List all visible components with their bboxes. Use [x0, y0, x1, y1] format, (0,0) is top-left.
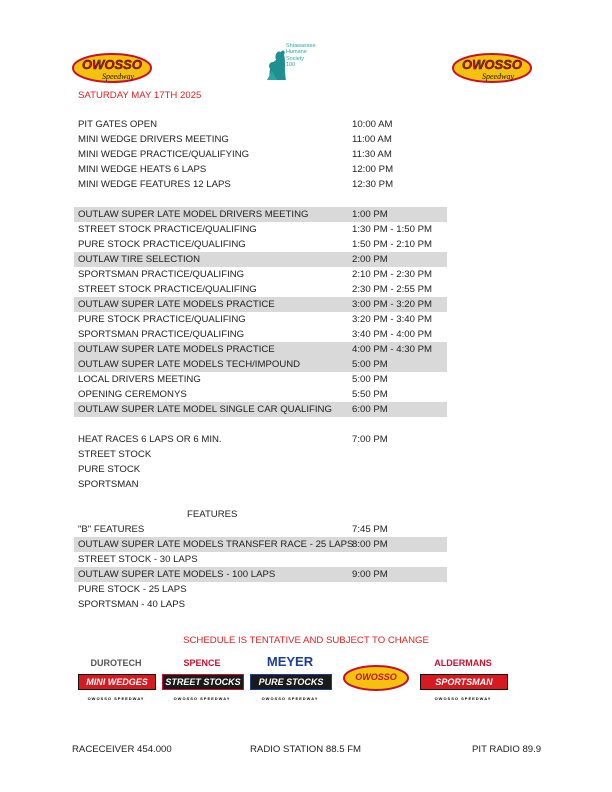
- schedule-row: [74, 387, 447, 402]
- schedule-event: OUTLAW SUPER LATE MODELS TRANSFER RACE - 25 LAPS: [78, 539, 354, 550]
- schedule-event: OUTLAW SUPER LATE MODELS TECH/IMPOUND: [78, 359, 301, 370]
- schedule-time: 12:30 PM: [352, 179, 394, 190]
- schedule-event: OUTLAW SUPER LATE MODEL DRIVERS MEETING: [78, 209, 309, 220]
- owosso-speedway-logo-left: [72, 52, 152, 84]
- heat-class-pure-stock: PURE STOCK: [78, 464, 141, 475]
- schedule-event: MINI WEDGE DRIVERS MEETING: [78, 134, 229, 145]
- schedule-time: 7:45 PM: [352, 524, 388, 535]
- schedule-time: 3:40 PM - 4:00 PM: [352, 329, 432, 340]
- schedule-row: [74, 252, 447, 267]
- svg-text:Speedway: Speedway: [482, 72, 514, 81]
- event-date: SATURDAY MAY 17TH 2025: [78, 90, 202, 101]
- owosso-speedway-logo-right: [452, 52, 532, 84]
- schedule-row: [74, 582, 447, 597]
- schedule-time: 8:00 PM: [352, 539, 388, 550]
- schedule-row: [74, 552, 447, 567]
- schedule-time: 10:00 AM: [352, 119, 393, 130]
- schedule-event: OUTLAW SUPER LATE MODEL SINGLE CAR QUALIFING: [78, 404, 332, 415]
- schedule-event: MINI WEDGE PRACTICE/QUALIFYING: [78, 149, 250, 160]
- heat-class-sportsman: SPORTSMAN: [78, 479, 139, 490]
- schedule-time: 2:30 PM - 2:55 PM: [352, 284, 432, 295]
- schedule-event: STREET STOCK PRACTICE/QUALIFING: [78, 284, 257, 295]
- tentative-notice: SCHEDULE IS TENTATIVE AND SUBJECT TO CHANGE: [183, 635, 429, 646]
- schedule-row: [74, 522, 447, 537]
- radio-station: RADIO STATION 88.5 FM: [250, 744, 362, 755]
- schedule-time: 1:30 PM - 1:50 PM: [352, 224, 432, 235]
- schedule-time: 4:00 PM - 4:30 PM: [352, 344, 432, 355]
- raceceiver-frequency: RACECEIVER 454.000: [72, 744, 172, 755]
- schedule-event: PURE STOCK PRACTICE/QUALIFING: [78, 239, 246, 250]
- schedule-event: OUTLAW TIRE SELECTION: [78, 254, 201, 265]
- schedule-row: [74, 597, 447, 612]
- schedule-time: 9:00 PM: [352, 569, 388, 580]
- pit-radio: PIT RADIO 89.9: [472, 744, 542, 755]
- humane-line-2: Humane: [286, 49, 307, 56]
- schedule-event: LOCAL DRIVERS MEETING: [78, 374, 201, 385]
- schedule-time: 3:20 PM - 3:40 PM: [352, 314, 432, 325]
- schedule-time: 1:00 PM: [352, 209, 388, 220]
- schedule-event: MINI WEDGE HEATS 6 LAPS: [78, 164, 207, 175]
- svg-text:OWOSSO: OWOSSO: [462, 57, 522, 72]
- schedule-row: [74, 567, 447, 582]
- schedule-row: [74, 222, 447, 237]
- schedule-row: [74, 342, 447, 357]
- schedule-event: PIT GATES OPEN: [78, 119, 158, 130]
- heat-races-title: HEAT RACES 6 LAPS OR 6 MIN.: [78, 434, 222, 445]
- heat-races-time: 7:00 PM: [352, 434, 388, 445]
- schedule-row: [74, 162, 447, 177]
- schedule-time: 2:00 PM: [352, 254, 388, 265]
- schedule-event: "B" FEATURES: [78, 524, 145, 535]
- schedule-row: [74, 147, 447, 162]
- heat-class-street-stock: STREET STOCK: [78, 449, 152, 460]
- schedule-time: 3:00 PM - 3:20 PM: [352, 299, 432, 310]
- schedule-event: STREET STOCK - 30 LAPS: [78, 554, 198, 565]
- schedule-event: SPORTSMAN PRACTICE/QUALIFING: [78, 329, 245, 340]
- schedule-time: 11:30 AM: [352, 149, 392, 160]
- schedule-time: 2:10 PM - 2:30 PM: [352, 269, 432, 280]
- schedule-row: [74, 282, 447, 297]
- schedule-row: [74, 357, 447, 372]
- humane-line-3: Society: [286, 55, 305, 62]
- features-heading: FEATURES: [187, 509, 238, 520]
- schedule-row: [74, 327, 447, 342]
- humane-line-1: Shiawassee: [286, 43, 316, 49]
- schedule-event: OPENING CEREMONYS: [78, 389, 187, 400]
- schedule-row: [74, 132, 447, 147]
- schedule-event: OUTLAW SUPER LATE MODELS - 100 LAPS: [78, 569, 276, 580]
- schedule-event: MINI WEDGE FEATURES 12 LAPS: [78, 179, 231, 190]
- schedule-row: [74, 372, 447, 387]
- sponsor-sportsman: ALDERMANS SPORTSMAN OWOSSO SPEEDWAY: [420, 656, 506, 696]
- sponsor-mini-wedges: DUROTECH MINI WEDGES OWOSSO SPEEDWAY: [78, 656, 154, 696]
- schedule-row: [74, 207, 447, 222]
- sponsor-pure-stocks: MEYER PURE STOCKS OWOSSO SPEEDWAY: [250, 656, 330, 696]
- humane-line-4: 100: [286, 61, 296, 68]
- schedule-row: [74, 267, 447, 282]
- schedule-time: 5:00 PM: [352, 374, 388, 385]
- schedule-event: OUTLAW SUPER LATE MODELS PRACTICE: [78, 344, 275, 355]
- schedule-event: PURE STOCK - 25 LAPS: [78, 584, 187, 595]
- svg-text:OWOSSO: OWOSSO: [82, 57, 142, 72]
- sponsor-street-stocks: SPENCE STREET STOCKS OWOSSO SPEEDWAY: [162, 656, 242, 696]
- schedule-time: 11:00 AM: [352, 134, 392, 145]
- schedule-event: PURE STOCK PRACTICE/QUALIFING: [78, 314, 246, 325]
- schedule-time: 6:00 PM: [352, 404, 388, 415]
- sponsor-owosso-logo: OWOSSO: [340, 656, 412, 696]
- schedule-time: 5:00 PM: [352, 359, 388, 370]
- schedule-event: SPORTSMAN PRACTICE/QUALIFING: [78, 269, 245, 280]
- schedule-event: STREET STOCK PRACTICE/QUALIFING: [78, 224, 257, 235]
- schedule-row: [74, 402, 447, 417]
- schedule-event: OUTLAW SUPER LATE MODELS PRACTICE: [78, 299, 275, 310]
- schedule-row: [74, 297, 447, 312]
- humane-society-logo: [264, 40, 348, 82]
- schedule-time: 1:50 PM - 2:10 PM: [352, 239, 432, 250]
- schedule-time: 12:00 PM: [352, 164, 394, 175]
- schedule-row: [74, 312, 447, 327]
- schedule-row: [74, 537, 447, 552]
- schedule-event: SPORTSMAN - 40 LAPS: [78, 599, 185, 610]
- schedule-row: [74, 117, 447, 132]
- schedule-row: [74, 177, 447, 192]
- svg-text:Speedway: Speedway: [102, 72, 134, 81]
- schedule-row: [74, 237, 447, 252]
- schedule-time: 5:50 PM: [352, 389, 388, 400]
